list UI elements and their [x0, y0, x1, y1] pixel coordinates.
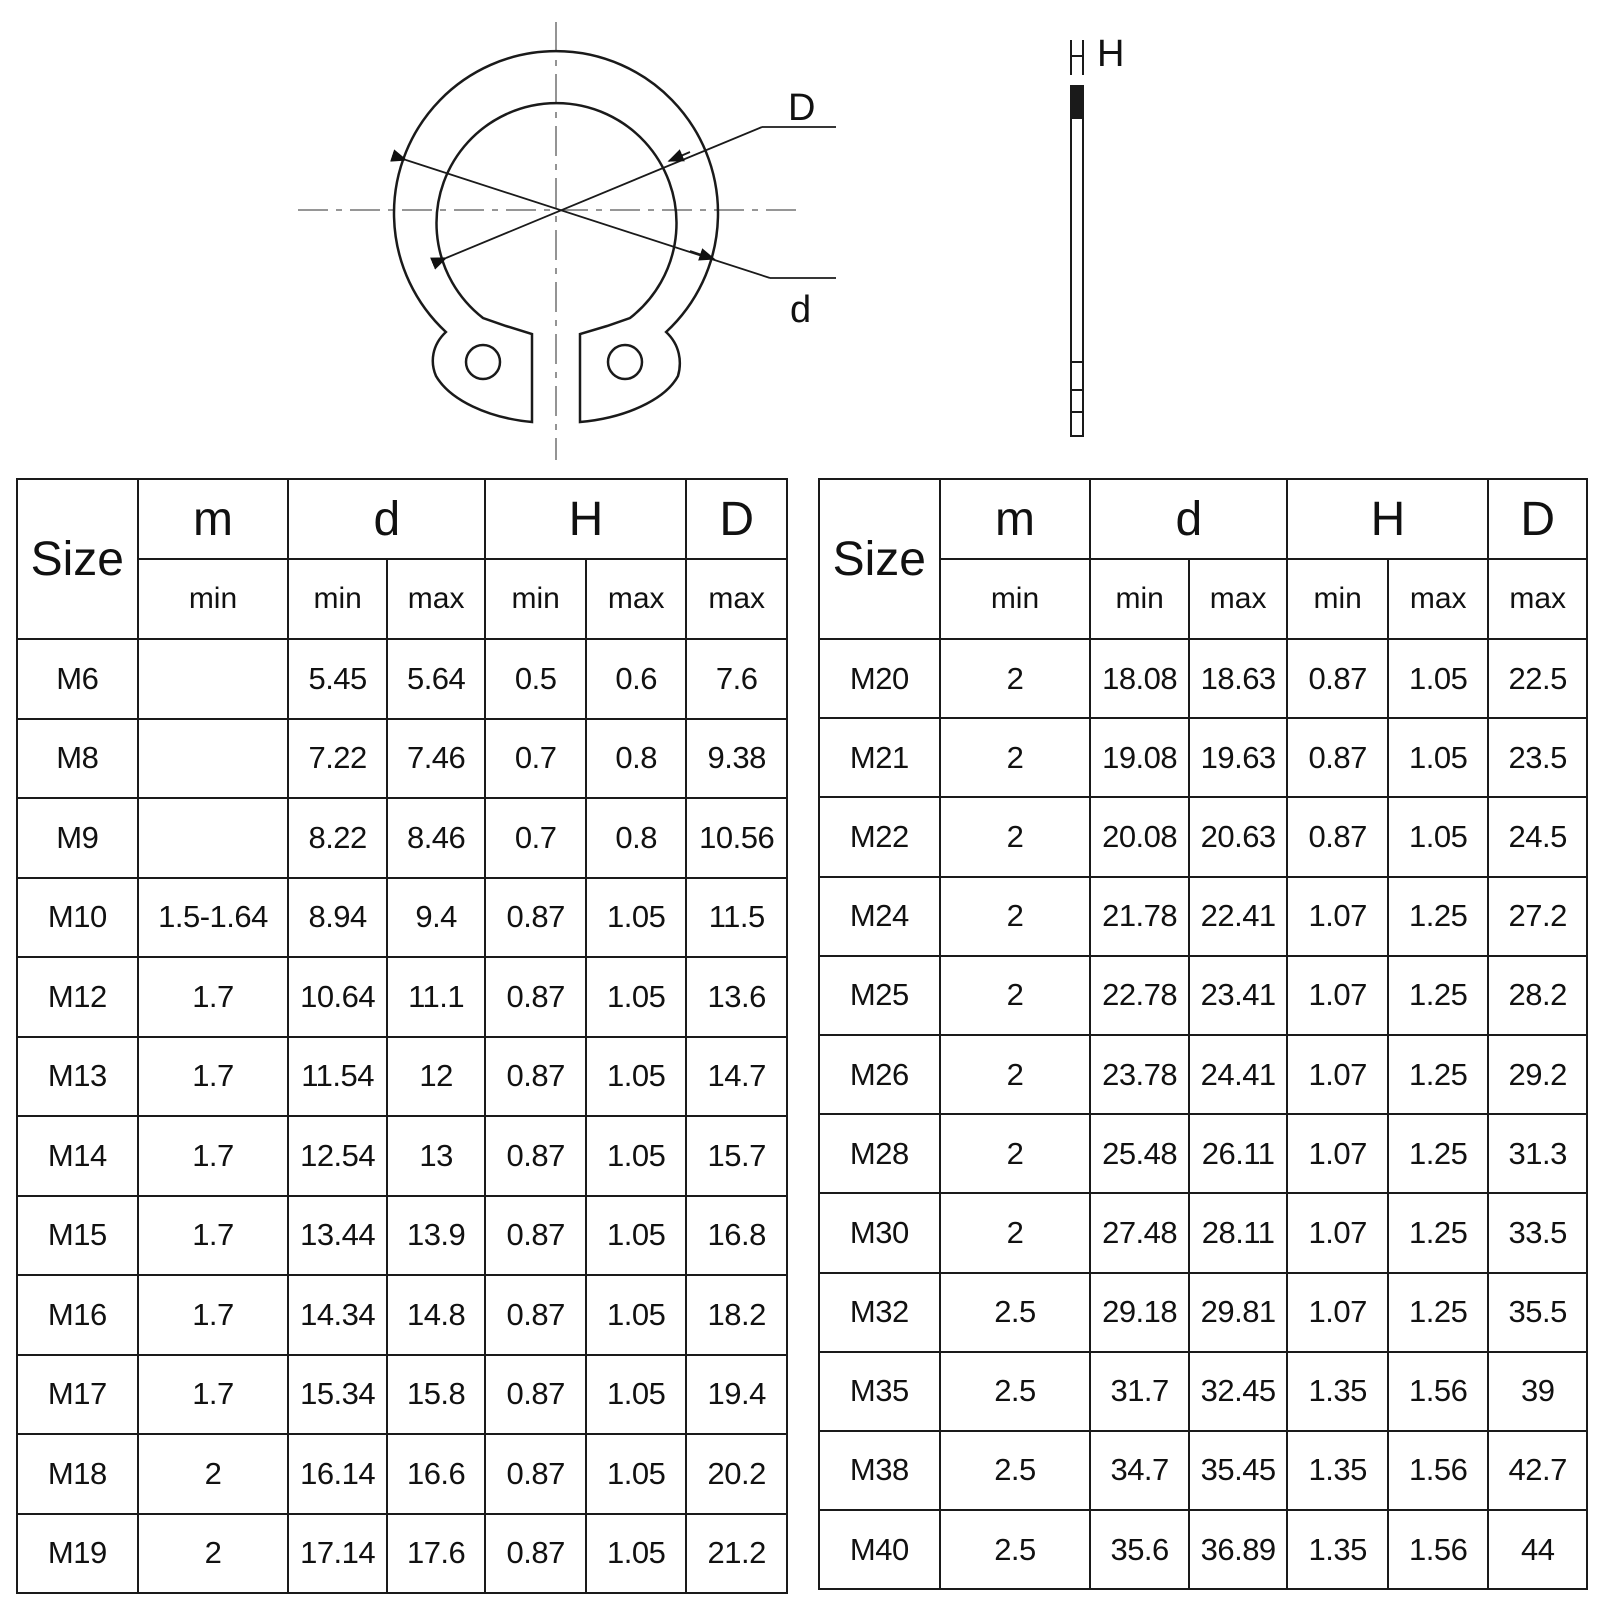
front-view [298, 22, 836, 460]
table-row [17, 957, 787, 1037]
cell-D-max: 18.2 [686, 1275, 787, 1355]
cell-H-min: 0.87 [485, 1275, 586, 1355]
cell-d-min: 22.78 [1090, 956, 1189, 1035]
cell-d-min: 18.08 [1090, 639, 1189, 718]
dim-arrow-inner [669, 152, 690, 161]
cell-size: M14 [17, 1116, 138, 1196]
header-D: D [1488, 479, 1587, 559]
cell-H-max: 1.25 [1388, 1114, 1489, 1193]
cell-size: M10 [17, 878, 138, 958]
cell-m-min: 2 [940, 797, 1091, 876]
cell-m-min: 2 [940, 718, 1091, 797]
cell-H-min: 0.87 [485, 1037, 586, 1117]
header-m: m [138, 479, 289, 559]
cell-D-max: 11.5 [686, 878, 787, 958]
dim-line-D [446, 127, 762, 258]
cell-D-max: 44 [1488, 1510, 1587, 1589]
cell-D-max: 27.2 [1488, 877, 1587, 956]
header-d-max: max [1189, 559, 1288, 639]
cell-d-max: 14.8 [387, 1275, 486, 1355]
cell-size: M13 [17, 1037, 138, 1117]
cell-H-max: 1.56 [1388, 1431, 1489, 1510]
cell-d-max: 12 [387, 1037, 486, 1117]
table-row [819, 1114, 1587, 1193]
cell-m-min: 2.5 [940, 1273, 1091, 1352]
cell-H-max: 1.25 [1388, 1273, 1489, 1352]
label-H: H [1097, 33, 1125, 75]
cell-m-min: 2 [940, 1193, 1091, 1272]
lug-hole-right [608, 345, 642, 379]
cell-D-max: 9.38 [686, 719, 787, 799]
cell-H-min: 0.7 [485, 719, 586, 799]
cell-H-min: 0.87 [485, 1514, 586, 1594]
cell-m-min: 2 [940, 639, 1091, 718]
cell-d-max: 20.63 [1189, 797, 1288, 876]
cell-D-max: 13.6 [686, 957, 787, 1037]
cell-H-max: 1.05 [1388, 718, 1489, 797]
cell-size: M35 [819, 1352, 940, 1431]
cell-size: M12 [17, 957, 138, 1037]
cell-size: M32 [819, 1273, 940, 1352]
cell-d-min: 27.48 [1090, 1193, 1189, 1272]
dim-arrow-outer [690, 251, 714, 259]
cell-d-min: 20.08 [1090, 797, 1189, 876]
cell-d-min: 14.34 [288, 1275, 387, 1355]
table-row [17, 719, 787, 799]
label-d: d [790, 289, 812, 331]
cell-d-max: 18.63 [1189, 639, 1288, 718]
spec-table-left [16, 478, 788, 1594]
cell-m-min: 2.5 [940, 1510, 1091, 1589]
cell-size: M28 [819, 1114, 940, 1193]
cell-H-min: 1.35 [1287, 1510, 1388, 1589]
cell-size: M24 [819, 877, 940, 956]
cell-size: M18 [17, 1434, 138, 1514]
cell-d-max: 19.63 [1189, 718, 1288, 797]
header-d-min: min [1090, 559, 1189, 639]
cell-D-max: 20.2 [686, 1434, 787, 1514]
cell-H-max: 0.8 [586, 719, 687, 799]
table-row [819, 1510, 1587, 1589]
header-H-min: min [485, 559, 586, 639]
cell-size: M30 [819, 1193, 940, 1272]
cell-d-max: 23.41 [1189, 956, 1288, 1035]
cell-size: M25 [819, 956, 940, 1035]
header-m-min: min [940, 559, 1091, 639]
cell-size: M9 [17, 798, 138, 878]
table-row [819, 1431, 1587, 1510]
cell-D-max: 23.5 [1488, 718, 1587, 797]
side-profile [1071, 86, 1083, 436]
cell-d-max: 15.8 [387, 1355, 486, 1435]
cell-d-min: 8.94 [288, 878, 387, 958]
cell-H-max: 1.05 [586, 878, 687, 958]
cell-D-max: 28.2 [1488, 956, 1587, 1035]
table-row [819, 877, 1587, 956]
cell-m-min [138, 798, 289, 878]
cell-d-max: 35.45 [1189, 1431, 1288, 1510]
cell-d-max: 9.4 [387, 878, 486, 958]
cell-m-min: 2 [940, 1035, 1091, 1114]
cell-d-max: 7.46 [387, 719, 486, 799]
cell-D-max: 33.5 [1488, 1193, 1587, 1272]
cell-m-min: 1.7 [138, 1355, 289, 1435]
cell-H-min: 0.87 [1287, 639, 1388, 718]
cell-D-max: 29.2 [1488, 1035, 1587, 1114]
cell-H-max: 1.05 [586, 1037, 687, 1117]
cell-D-max: 7.6 [686, 639, 787, 719]
cell-d-max: 22.41 [1189, 877, 1288, 956]
cell-d-max: 36.89 [1189, 1510, 1288, 1589]
cell-m-min: 2 [138, 1434, 289, 1514]
table-row [17, 878, 787, 958]
cell-m-min: 2 [138, 1514, 289, 1594]
cell-size: M22 [819, 797, 940, 876]
cell-d-min: 12.54 [288, 1116, 387, 1196]
cell-d-max: 26.11 [1189, 1114, 1288, 1193]
cell-D-max: 35.5 [1488, 1273, 1587, 1352]
cell-d-min: 35.6 [1090, 1510, 1189, 1589]
cell-H-max: 1.05 [586, 1355, 687, 1435]
table-row [17, 1434, 787, 1514]
cell-H-max: 1.25 [1388, 1035, 1489, 1114]
cell-H-min: 0.87 [485, 1196, 586, 1276]
cell-d-max: 28.11 [1189, 1193, 1288, 1272]
header-H-max: max [586, 559, 687, 639]
header-d-min: min [288, 559, 387, 639]
table-row [17, 1116, 787, 1196]
cell-H-max: 1.05 [1388, 639, 1489, 718]
table-row [819, 1193, 1587, 1272]
cell-d-max: 11.1 [387, 957, 486, 1037]
cell-H-min: 1.07 [1287, 956, 1388, 1035]
cell-D-max: 39 [1488, 1352, 1587, 1431]
dim-line-d [406, 160, 770, 278]
cell-size: M17 [17, 1355, 138, 1435]
cell-m-min: 1.7 [138, 957, 289, 1037]
cell-size: M26 [819, 1035, 940, 1114]
cell-H-min: 0.7 [485, 798, 586, 878]
cell-d-min: 13.44 [288, 1196, 387, 1276]
cell-m-min [138, 639, 289, 719]
cell-H-max: 1.05 [586, 1434, 687, 1514]
header-m-min: min [138, 559, 289, 639]
cell-d-min: 31.7 [1090, 1352, 1189, 1431]
header-size: Size [819, 479, 940, 639]
cell-D-max: 42.7 [1488, 1431, 1587, 1510]
header-d-max: max [387, 559, 486, 639]
cell-D-max: 24.5 [1488, 797, 1587, 876]
cell-d-min: 21.78 [1090, 877, 1189, 956]
table-row [17, 1037, 787, 1117]
cell-H-min: 1.07 [1287, 1035, 1388, 1114]
header-H-min: min [1287, 559, 1388, 639]
side-view [1071, 40, 1083, 436]
cell-H-max: 1.05 [586, 957, 687, 1037]
cell-m-min: 2 [940, 877, 1091, 956]
header-d: d [1090, 479, 1287, 559]
cell-H-max: 1.05 [1388, 797, 1489, 876]
cell-size: M38 [819, 1431, 940, 1510]
cell-d-min: 34.7 [1090, 1431, 1189, 1510]
cell-d-min: 17.14 [288, 1514, 387, 1594]
cell-m-min: 1.7 [138, 1037, 289, 1117]
cell-H-max: 1.25 [1388, 956, 1489, 1035]
cell-H-min: 0.87 [485, 1434, 586, 1514]
cell-d-min: 5.45 [288, 639, 387, 719]
table-row [819, 956, 1587, 1035]
cell-m-min: 1.7 [138, 1116, 289, 1196]
header-H: H [485, 479, 686, 559]
cell-D-max: 21.2 [686, 1514, 787, 1594]
header-D: D [686, 479, 787, 559]
cell-m-min: 2.5 [940, 1352, 1091, 1431]
header-D-max: max [686, 559, 787, 639]
cell-H-min: 0.87 [1287, 797, 1388, 876]
table-row [819, 1273, 1587, 1352]
header-H: H [1287, 479, 1488, 559]
cell-D-max: 16.8 [686, 1196, 787, 1276]
cell-H-min: 0.87 [1287, 718, 1388, 797]
table-row [17, 1275, 787, 1355]
header-m: m [940, 479, 1091, 559]
cell-size: M21 [819, 718, 940, 797]
label-D: D [788, 87, 816, 129]
cell-H-min: 0.5 [485, 639, 586, 719]
cell-H-max: 1.56 [1388, 1352, 1489, 1431]
cell-H-max: 0.6 [586, 639, 687, 719]
table-row [17, 1355, 787, 1435]
cell-H-min: 1.35 [1287, 1352, 1388, 1431]
cell-d-min: 15.34 [288, 1355, 387, 1435]
cell-d-max: 24.41 [1189, 1035, 1288, 1114]
cell-m-min: 2 [940, 1114, 1091, 1193]
header-d: d [288, 479, 485, 559]
cell-d-max: 29.81 [1189, 1273, 1288, 1352]
cell-m-min [138, 719, 289, 799]
cell-d-max: 5.64 [387, 639, 486, 719]
cell-m-min: 1.5-1.64 [138, 878, 289, 958]
cell-m-min: 1.7 [138, 1196, 289, 1276]
cell-H-min: 1.07 [1287, 1273, 1388, 1352]
cell-H-max: 1.56 [1388, 1510, 1489, 1589]
table-row [17, 1514, 787, 1594]
table-row [17, 1196, 787, 1276]
cell-d-min: 8.22 [288, 798, 387, 878]
cell-d-min: 25.48 [1090, 1114, 1189, 1193]
table-row [17, 798, 787, 878]
cell-size: M40 [819, 1510, 940, 1589]
cell-H-max: 0.8 [586, 798, 687, 878]
cell-d-min: 7.22 [288, 719, 387, 799]
cell-m-min: 2 [940, 956, 1091, 1035]
cell-d-min: 16.14 [288, 1434, 387, 1514]
cell-size: M8 [17, 719, 138, 799]
cell-H-min: 0.87 [485, 878, 586, 958]
cell-d-min: 19.08 [1090, 718, 1189, 797]
cell-d-max: 13 [387, 1116, 486, 1196]
side-profile-filled [1071, 86, 1083, 118]
cell-D-max: 15.7 [686, 1116, 787, 1196]
cell-H-max: 1.25 [1388, 877, 1489, 956]
cell-H-min: 1.07 [1287, 1193, 1388, 1272]
cell-D-max: 22.5 [1488, 639, 1587, 718]
cell-H-min: 0.87 [485, 1355, 586, 1435]
spec-table-right [818, 478, 1588, 1590]
cell-H-min: 1.07 [1287, 1114, 1388, 1193]
cell-H-max: 1.05 [586, 1275, 687, 1355]
cell-D-max: 19.4 [686, 1355, 787, 1435]
table-row [819, 639, 1587, 718]
cell-d-max: 8.46 [387, 798, 486, 878]
header-D-max: max [1488, 559, 1587, 639]
cell-H-min: 1.35 [1287, 1431, 1388, 1510]
cell-size: M16 [17, 1275, 138, 1355]
cell-d-max: 32.45 [1189, 1352, 1288, 1431]
cell-d-min: 11.54 [288, 1037, 387, 1117]
cell-H-max: 1.05 [586, 1514, 687, 1594]
cell-size: M20 [819, 639, 940, 718]
cell-H-min: 0.87 [485, 1116, 586, 1196]
table-row [17, 639, 787, 719]
cell-d-min: 23.78 [1090, 1035, 1189, 1114]
cell-H-min: 1.07 [1287, 877, 1388, 956]
cell-d-min: 10.64 [288, 957, 387, 1037]
cell-m-min: 1.7 [138, 1275, 289, 1355]
cell-H-max: 1.25 [1388, 1193, 1489, 1272]
table-row [819, 718, 1587, 797]
cell-D-max: 31.3 [1488, 1114, 1587, 1193]
header-size: Size [17, 479, 138, 639]
cell-d-max: 13.9 [387, 1196, 486, 1276]
cell-size: M19 [17, 1514, 138, 1594]
cell-D-max: 10.56 [686, 798, 787, 878]
cell-size: M6 [17, 639, 138, 719]
table-row [819, 1035, 1587, 1114]
cell-H-min: 0.87 [485, 957, 586, 1037]
table-row [819, 797, 1587, 876]
cell-d-min: 29.18 [1090, 1273, 1189, 1352]
cell-D-max: 14.7 [686, 1037, 787, 1117]
cell-size: M15 [17, 1196, 138, 1276]
table-row [819, 1352, 1587, 1431]
header-H-max: max [1388, 559, 1489, 639]
cell-H-max: 1.05 [586, 1116, 687, 1196]
cell-m-min: 2.5 [940, 1431, 1091, 1510]
cell-d-max: 16.6 [387, 1434, 486, 1514]
cell-d-max: 17.6 [387, 1514, 486, 1594]
circlip-drawing [0, 0, 1600, 470]
cell-H-max: 1.05 [586, 1196, 687, 1276]
lug-hole-left [466, 345, 500, 379]
